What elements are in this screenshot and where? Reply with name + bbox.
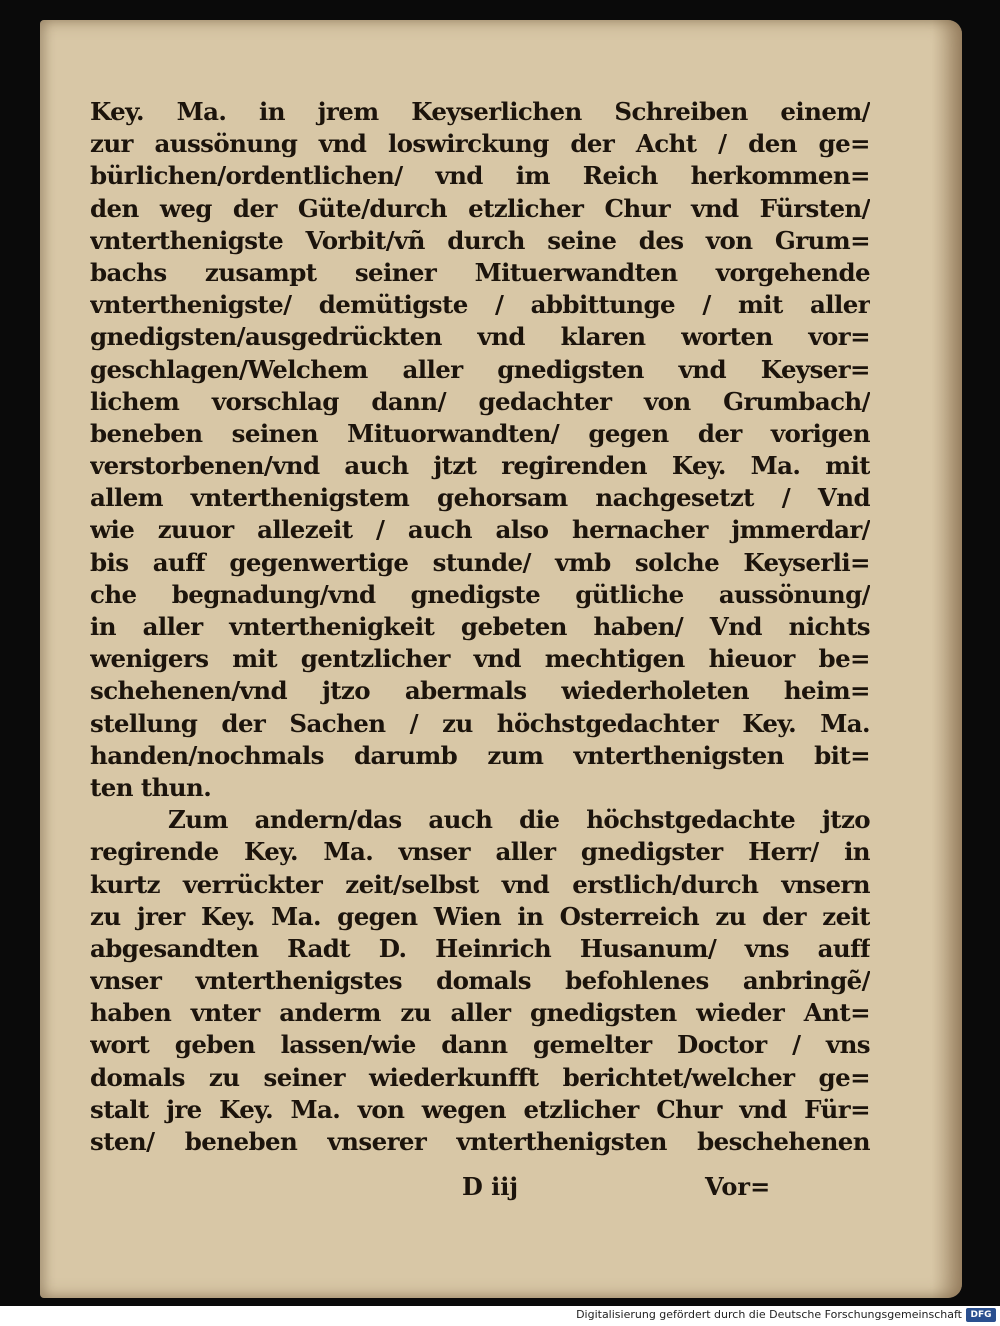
text-line: geschlagen/Welchem aller gnedigsten vnd Keyser= [90, 354, 870, 384]
text-line-paragraph-start: Zum andern/das auch die höchstgedachte jtzo [168, 805, 870, 835]
page-footer-line [40, 1172, 962, 1206]
text-line: bürlichen/ordentlichen/ vnd im Reich herkommen= [90, 161, 870, 191]
text-line: stellung der Sachen / zu höchstgedachter Key. Ma. [90, 708, 870, 738]
digitization-footer [0, 1306, 1000, 1326]
text-line: wort geben lassen/wie dann gemelter Doctor / vns [90, 1030, 870, 1060]
text-line: allem vnterthenigstem gehorsam nachgesetzt / Vnd [90, 483, 870, 513]
text-line: vnterthenigste/ demütigste / abbittunge / mit aller [90, 290, 870, 320]
text-line: che begnadung/vnd gnedigste gütliche aussönung/ [90, 579, 870, 609]
funding-credit: Digitalisierung gefördert durch die Deutsche Forschungsgemeinschaft [576, 1308, 962, 1321]
text-line: domals zu seiner wiederkunfft berichtet/welcher ge= [90, 1062, 870, 1092]
text-line: vnser vnterthenigstes domals befohlenes anbringẽ/ [90, 966, 870, 996]
text-line: bachs zusampt seiner Mituerwandten vorgehende [90, 257, 870, 287]
text-line: handen/nochmals darumb zum vnterthenigsten bit= [90, 740, 870, 770]
text-line: zur aussönung vnd loswirckung der Acht / den ge= [90, 129, 870, 159]
catchword: Vor= [705, 1172, 771, 1201]
text-line: zu jrer Key. Ma. gegen Wien in Osterreich zu der zeit [90, 901, 870, 931]
page-body-text [90, 96, 870, 1158]
text-line: bis auff gegenwertige stunde/ vmb solche Keyserli= [90, 547, 870, 577]
dfg-logo-icon: DFG [966, 1308, 996, 1322]
text-line: regirende Key. Ma. vnser aller gnedigster Herr/ in [90, 837, 870, 867]
text-line: stalt jre Key. Ma. von wegen etzlicher Chur vnd Für= [90, 1094, 870, 1124]
text-line: kurtz verrückter zeit/selbst vnd erstlich/durch vnsern [90, 869, 870, 899]
text-line: Key. Ma. in jrem Keyserlichen Schreiben einem/ [90, 97, 870, 126]
text-line: lichem vorschlag dann/ gedachter von Grumbach/ [90, 386, 870, 416]
text-line: verstorbenen/vnd auch jtzt regirenden Key. Ma. mit [90, 451, 870, 481]
text-line: sten/ beneben vnserer vnterthenigsten beschehenen [90, 1127, 870, 1156]
text-line: gnedigsten/ausgedrückten vnd klaren worten vor= [90, 322, 870, 352]
text-line: vnterthenigste Vorbit/vñ durch seine des von Grum= [90, 225, 870, 255]
text-line: wenigers mit gentzlicher vnd mechtigen hieuor be= [90, 644, 870, 674]
text-line: abgesandten Radt D. Heinrich Husanum/ vns auff [90, 933, 870, 963]
book-page [40, 20, 962, 1298]
text-line: den weg der Güte/durch etzlicher Chur vnd Fürsten/ [90, 193, 870, 223]
signature-mark: D iij [462, 1172, 519, 1201]
text-line: wie zuuor allezeit / auch also hernacher jmmerdar/ [90, 515, 870, 545]
text-line: schehenen/vnd jtzo abermals wiederholeten heim= [90, 676, 870, 706]
text-line: in aller vnterthenigkeit gebeten haben/ Vnd nichts [90, 612, 870, 641]
text-line: haben vnter anderm zu aller gnedigsten wieder Ant= [90, 998, 870, 1028]
text-line: beneben seinen Mituorwandten/ gegen der vorigen [90, 418, 870, 448]
text-line: ten thun. [90, 772, 212, 802]
